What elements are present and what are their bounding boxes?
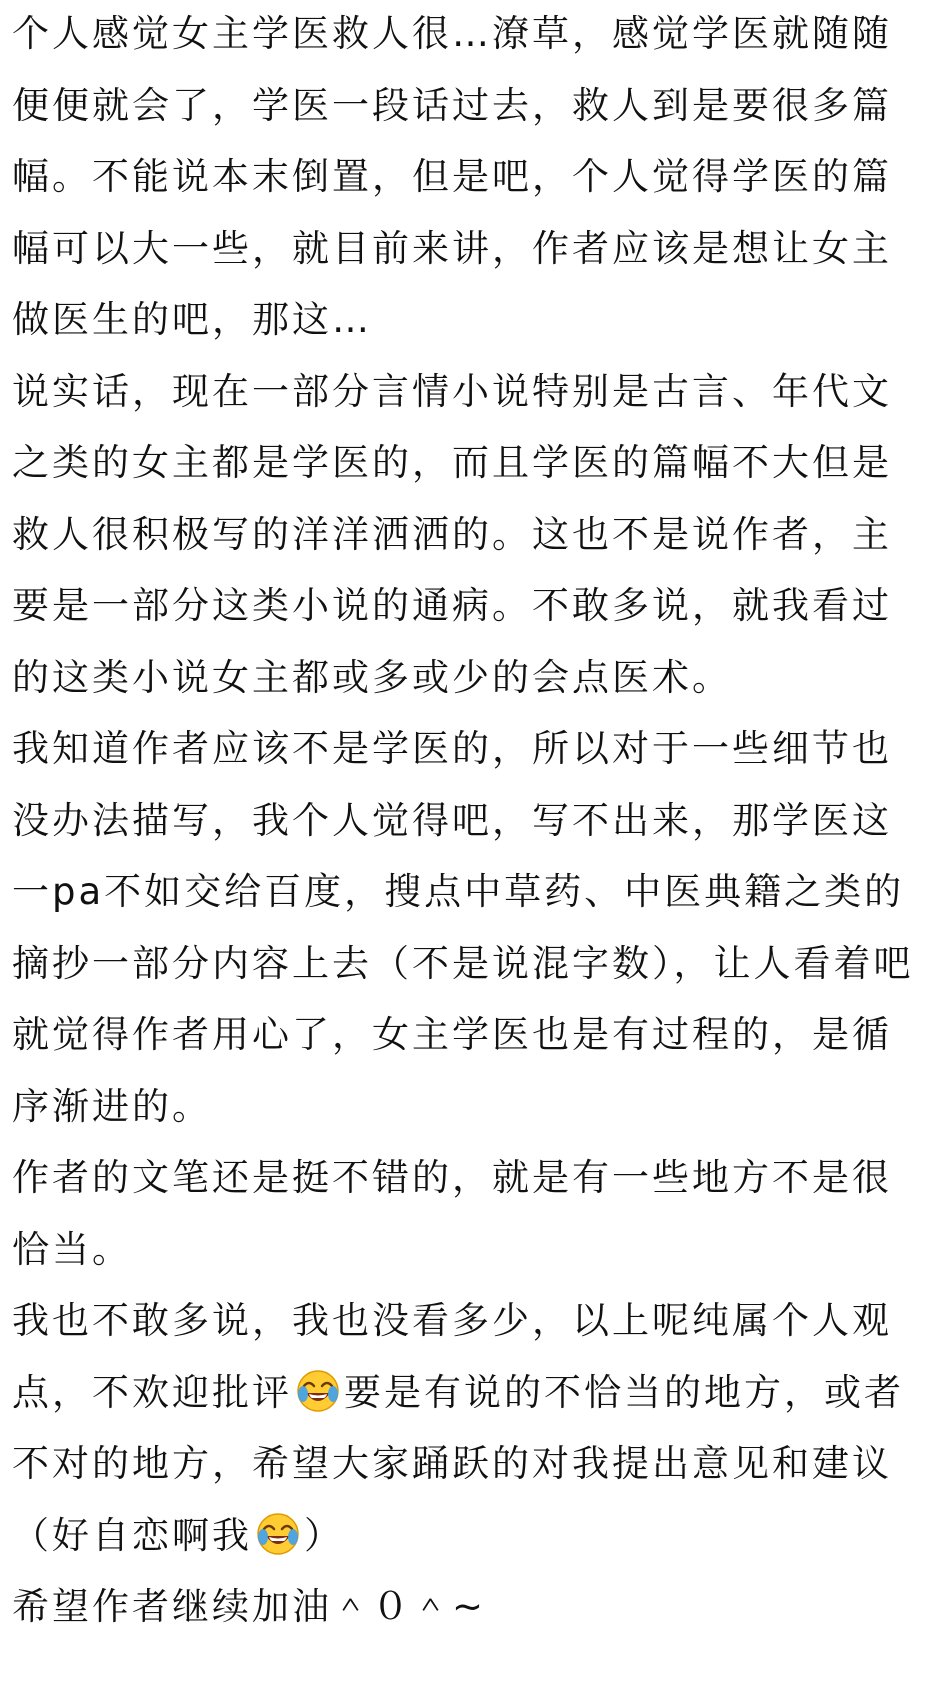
paragraph-3: 我知道作者应该不是学医的，所以对于一些细节也没办法描写，我个人觉得吧，写不出来，那学医这一pa不如交给百度，搜点中草药、中医典籍之类的摘抄一部分内容上去（不是说混字数），让人看着吧就觉得作者用心了，女主学医也是有过程的，是循序渐进的。 [12,727,914,1128]
paragraph-5-part-1: 我也不敢多说，我也没看多少，以上呢纯属个人观点，不欢迎批评 [12,1299,892,1414]
paragraph-5 [12,1285,915,1571]
face-with-tears-of-joy-icon [256,1512,300,1556]
paragraph-5-part-2: 要是有说的不恰当的地方，或者不对的地方，希望大家踊跃的对我提出意见和建议（好自恋啊我 [12,1370,904,1557]
face-with-tears-of-joy-icon [296,1369,340,1413]
closing-line: 希望作者继续加油＾０＾~ [12,1585,487,1628]
paragraph-5-part-3: ） [304,1513,344,1557]
paragraph-4: 作者的文笔还是挺不错的，就是有一些地方不是很恰当。 [12,1156,892,1271]
paragraph-1: 个人感觉女主学医救人很…潦草，感觉学医就随随便便就会了，学医一段话过去，救人到是要很多篇幅。不能说本末倒置，但是吧，个人觉得学医的篇幅可以大一些，就目前来讲，作者应该是想让女主做医生的吧，那这… [12,12,892,341]
paragraph-2: 说实话，现在一部分言情小说特别是古言、年代文之类的女主都是学医的，而且学医的篇幅不大但是救人很积极写的洋洋洒洒的。这也不是说作者，主要是一部分这类小说的通病。不敢多说，就我看过的这类小说女主都或多或少的会点医术。 [12,369,892,699]
